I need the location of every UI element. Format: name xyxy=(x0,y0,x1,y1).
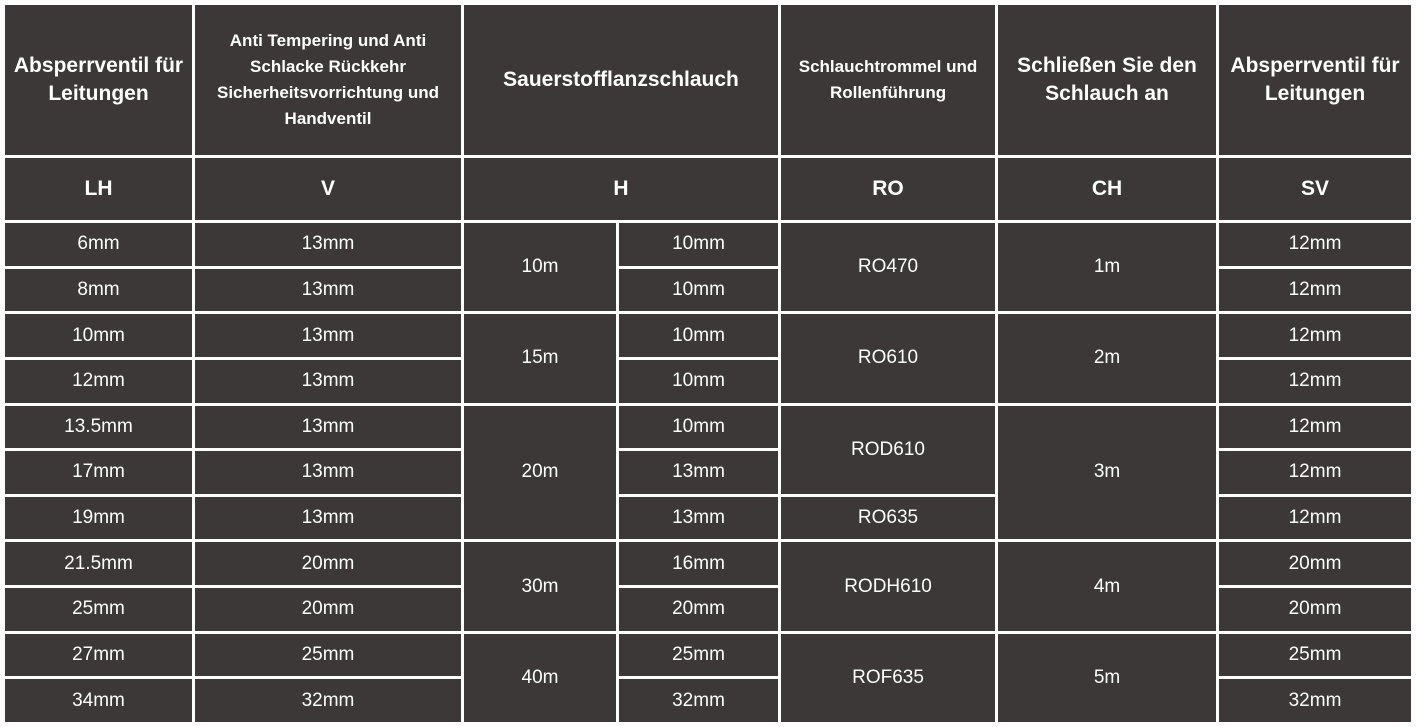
lh-cell: 27mm xyxy=(5,634,192,677)
h-length-cell: 40m xyxy=(464,634,616,722)
sv-cell: 12mm xyxy=(1219,360,1411,403)
lh-cell: 6mm xyxy=(5,223,192,266)
sv-cell: 20mm xyxy=(1219,542,1411,585)
sv-cell: 12mm xyxy=(1219,314,1411,357)
h-length-cell: 15m xyxy=(464,314,616,402)
code-v: V xyxy=(195,158,461,220)
sv-cell: 12mm xyxy=(1219,497,1411,540)
ro-model-cell: RO635 xyxy=(781,497,995,540)
lh-cell: 19mm xyxy=(5,497,192,540)
lh-cell: 13.5mm xyxy=(5,406,192,449)
h-diameter-cell: 16mm xyxy=(619,542,778,585)
ch-length-cell: 5m xyxy=(998,634,1216,722)
sv-cell: 20mm xyxy=(1219,588,1411,631)
lh-cell: 8mm xyxy=(5,269,192,312)
header-sv-title: Absperrventil für Leitungen xyxy=(1219,5,1411,155)
v-cell: 20mm xyxy=(195,542,461,585)
table-row xyxy=(5,406,1411,449)
ch-length-cell: 3m xyxy=(998,406,1216,540)
header-ch-title: Schließen Sie den Schlauch an xyxy=(998,5,1216,155)
lh-cell: 17mm xyxy=(5,451,192,494)
ro-model-cell: ROF635 xyxy=(781,634,995,722)
h-diameter-cell: 25mm xyxy=(619,634,778,677)
lh-cell: 12mm xyxy=(5,360,192,403)
v-cell: 25mm xyxy=(195,634,461,677)
lh-cell: 21.5mm xyxy=(5,542,192,585)
table-row xyxy=(5,542,1411,585)
header-lh-title: Absperrventil für Leitungen xyxy=(5,5,192,155)
h-length-cell: 30m xyxy=(464,542,616,630)
table-row xyxy=(5,314,1411,357)
spec-table xyxy=(2,2,1414,725)
sv-cell: 12mm xyxy=(1219,406,1411,449)
h-diameter-cell: 20mm xyxy=(619,588,778,631)
header-v-title: Anti Tempering und Anti Schlacke Rückkehr Sicherheitsvorrichtung und Handventil xyxy=(195,5,461,155)
code-ro: RO xyxy=(781,158,995,220)
code-sv: SV xyxy=(1219,158,1411,220)
h-diameter-cell: 10mm xyxy=(619,406,778,449)
lh-cell: 25mm xyxy=(5,588,192,631)
code-lh: LH xyxy=(5,158,192,220)
lh-cell: 10mm xyxy=(5,314,192,357)
ro-model-cell: RO610 xyxy=(781,314,995,402)
v-cell: 13mm xyxy=(195,223,461,266)
lh-cell: 34mm xyxy=(5,679,192,722)
h-diameter-cell: 10mm xyxy=(619,360,778,403)
table-row xyxy=(5,634,1411,677)
v-cell: 13mm xyxy=(195,269,461,312)
h-diameter-cell: 10mm xyxy=(619,269,778,312)
sv-cell: 32mm xyxy=(1219,679,1411,722)
h-diameter-cell: 32mm xyxy=(619,679,778,722)
h-length-cell: 10m xyxy=(464,223,616,311)
v-cell: 13mm xyxy=(195,360,461,403)
v-cell: 20mm xyxy=(195,588,461,631)
code-ch: CH xyxy=(998,158,1216,220)
h-diameter-cell: 13mm xyxy=(619,497,778,540)
ch-length-cell: 1m xyxy=(998,223,1216,311)
ch-length-cell: 2m xyxy=(998,314,1216,402)
ch-length-cell: 4m xyxy=(998,542,1216,630)
v-cell: 13mm xyxy=(195,314,461,357)
v-cell: 32mm xyxy=(195,679,461,722)
v-cell: 13mm xyxy=(195,497,461,540)
h-diameter-cell: 10mm xyxy=(619,223,778,266)
header-ro-title: Schlauchtrommel und Rollenführung xyxy=(781,5,995,155)
h-diameter-cell: 10mm xyxy=(619,314,778,357)
v-cell: 13mm xyxy=(195,406,461,449)
header-row-titles xyxy=(5,5,1411,155)
sv-cell: 12mm xyxy=(1219,451,1411,494)
table-row xyxy=(5,223,1411,266)
sv-cell: 12mm xyxy=(1219,269,1411,312)
code-h: H xyxy=(464,158,778,220)
ro-model-cell: RO470 xyxy=(781,223,995,311)
ro-model-cell: ROD610 xyxy=(781,406,995,494)
ro-model-cell: RODH610 xyxy=(781,542,995,630)
header-row-codes xyxy=(5,158,1411,220)
sv-cell: 12mm xyxy=(1219,223,1411,266)
sv-cell: 25mm xyxy=(1219,634,1411,677)
h-length-cell: 20m xyxy=(464,406,616,540)
header-h-title: Sauerstofflanzschlauch xyxy=(464,5,778,155)
h-diameter-cell: 13mm xyxy=(619,451,778,494)
v-cell: 13mm xyxy=(195,451,461,494)
